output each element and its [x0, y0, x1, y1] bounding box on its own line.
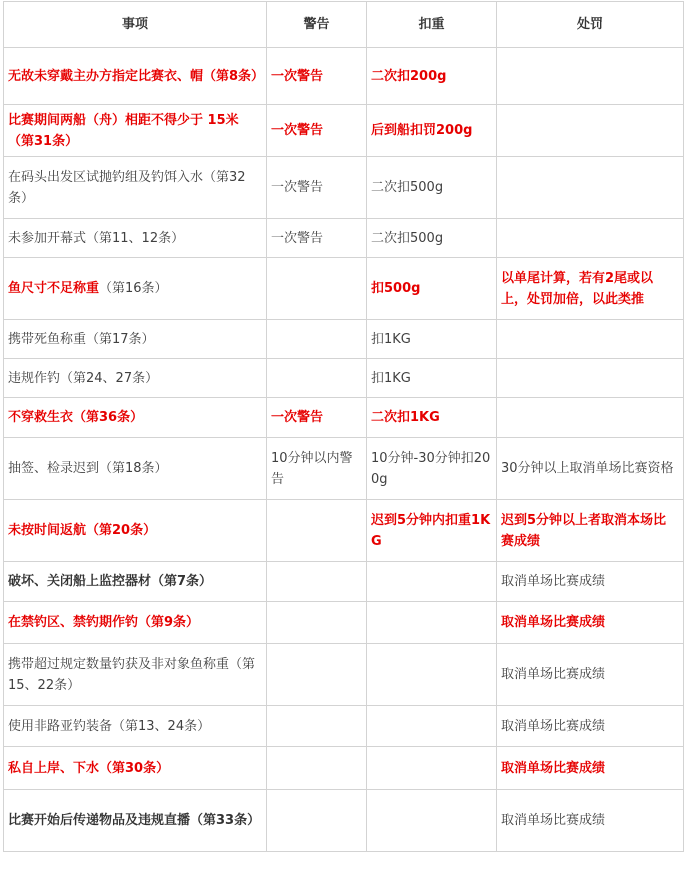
warning-cell [267, 644, 367, 706]
penalty-table [3, 1, 684, 852]
item-cell: 比赛期间两船（舟）相距不得少于 15米（第31条） [4, 105, 267, 157]
table-row [4, 105, 684, 157]
header-penalty: 处罚 [497, 2, 684, 48]
header-deduction: 扣重 [367, 2, 497, 48]
table-row [4, 562, 684, 602]
item-cell: 无故未穿戴主办方指定比赛衣、帽（第8条） [4, 48, 267, 105]
penalty-cell: 取消单场比赛成绩 [497, 747, 684, 790]
penalty-cell: 以单尾计算，若有2尾或以上，处罚加倍，以此类推 [497, 258, 684, 320]
table-row [4, 359, 684, 398]
header-item: 事项 [4, 2, 267, 48]
penalty-cell: 取消单场比赛成绩 [497, 602, 684, 644]
table-row [4, 438, 684, 500]
item-cell: 未参加开幕式（第11、12条） [4, 219, 267, 258]
penalty-cell [497, 219, 684, 258]
deduction-cell [367, 706, 497, 747]
penalty-cell [497, 398, 684, 438]
item-cell: 私自上岸、下水（第30条） [4, 747, 267, 790]
deduction-cell: 迟到5分钟内扣重1KG [367, 500, 497, 562]
header-warning: 警告 [267, 2, 367, 48]
table-row [4, 790, 684, 852]
item-cell: 违规作钓（第24、27条） [4, 359, 267, 398]
warning-cell: 一次警告 [267, 48, 367, 105]
penalty-cell [497, 105, 684, 157]
table-row [4, 157, 684, 219]
warning-cell [267, 602, 367, 644]
item-cell: 携带超过规定数量钓获及非对象鱼称重（第15、22条） [4, 644, 267, 706]
table-row [4, 258, 684, 320]
warning-cell: 一次警告 [267, 105, 367, 157]
penalty-cell [497, 48, 684, 105]
deduction-cell [367, 602, 497, 644]
item-cell: 破坏、关闭船上监控器材（第7条） [4, 562, 267, 602]
warning-cell [267, 562, 367, 602]
deduction-cell [367, 562, 497, 602]
warning-cell: 一次警告 [267, 398, 367, 438]
item-cell: 未按时间返航（第20条） [4, 500, 267, 562]
deduction-cell [367, 747, 497, 790]
penalty-cell [497, 320, 684, 359]
deduction-cell: 二次扣1KG [367, 398, 497, 438]
item-cell: 在码头出发区试抛钓组及钓饵入水（第32条） [4, 157, 267, 219]
item-cell: 抽签、检录迟到（第18条） [4, 438, 267, 500]
item-bold-text: 鱼尺寸不足称重 [8, 281, 100, 296]
penalty-cell: 取消单场比赛成绩 [497, 644, 684, 706]
table-row [4, 398, 684, 438]
warning-cell [267, 747, 367, 790]
penalty-cell: 取消单场比赛成绩 [497, 790, 684, 852]
warning-cell [267, 706, 367, 747]
table-row [4, 706, 684, 747]
warning-cell [267, 500, 367, 562]
deduction-cell: 扣500g [367, 258, 497, 320]
table-row [4, 747, 684, 790]
warning-cell [267, 320, 367, 359]
warning-cell: 一次警告 [267, 219, 367, 258]
item-rest-text: （第16条） [99, 281, 168, 296]
warning-cell: 一次警告 [267, 157, 367, 219]
warning-cell [267, 258, 367, 320]
penalty-cell: 取消单场比赛成绩 [497, 562, 684, 602]
warning-cell [267, 359, 367, 398]
penalty-cell: 30分钟以上取消单场比赛资格 [497, 438, 684, 500]
deduction-cell: 二次扣500g [367, 219, 497, 258]
item-cell [4, 258, 267, 320]
deduction-cell [367, 644, 497, 706]
table-row [4, 219, 684, 258]
warning-cell [267, 790, 367, 852]
penalty-cell: 迟到5分钟以上者取消本场比赛成绩 [497, 500, 684, 562]
table-row [4, 644, 684, 706]
warning-cell: 10分钟以内警告 [267, 438, 367, 500]
deduction-cell: 扣1KG [367, 320, 497, 359]
deduction-cell: 10分钟-30分钟扣200g [367, 438, 497, 500]
deduction-cell: 扣1KG [367, 359, 497, 398]
table-row [4, 48, 684, 105]
item-cell: 比赛开始后传递物品及违规直播（第33条） [4, 790, 267, 852]
deduction-cell: 后到船扣罚200g [367, 105, 497, 157]
penalty-cell [497, 359, 684, 398]
deduction-cell: 二次扣500g [367, 157, 497, 219]
deduction-cell [367, 790, 497, 852]
item-cell: 使用非路亚钓装备（第13、24条） [4, 706, 267, 747]
item-cell: 在禁钓区、禁钓期作钓（第9条） [4, 602, 267, 644]
table-header-row [4, 2, 684, 48]
deduction-cell: 二次扣200g [367, 48, 497, 105]
penalty-cell: 取消单场比赛成绩 [497, 706, 684, 747]
item-cell: 不穿救生衣（第36条） [4, 398, 267, 438]
table-row [4, 602, 684, 644]
table-row [4, 500, 684, 562]
penalty-cell [497, 157, 684, 219]
item-cell: 携带死鱼称重（第17条） [4, 320, 267, 359]
table-row [4, 320, 684, 359]
